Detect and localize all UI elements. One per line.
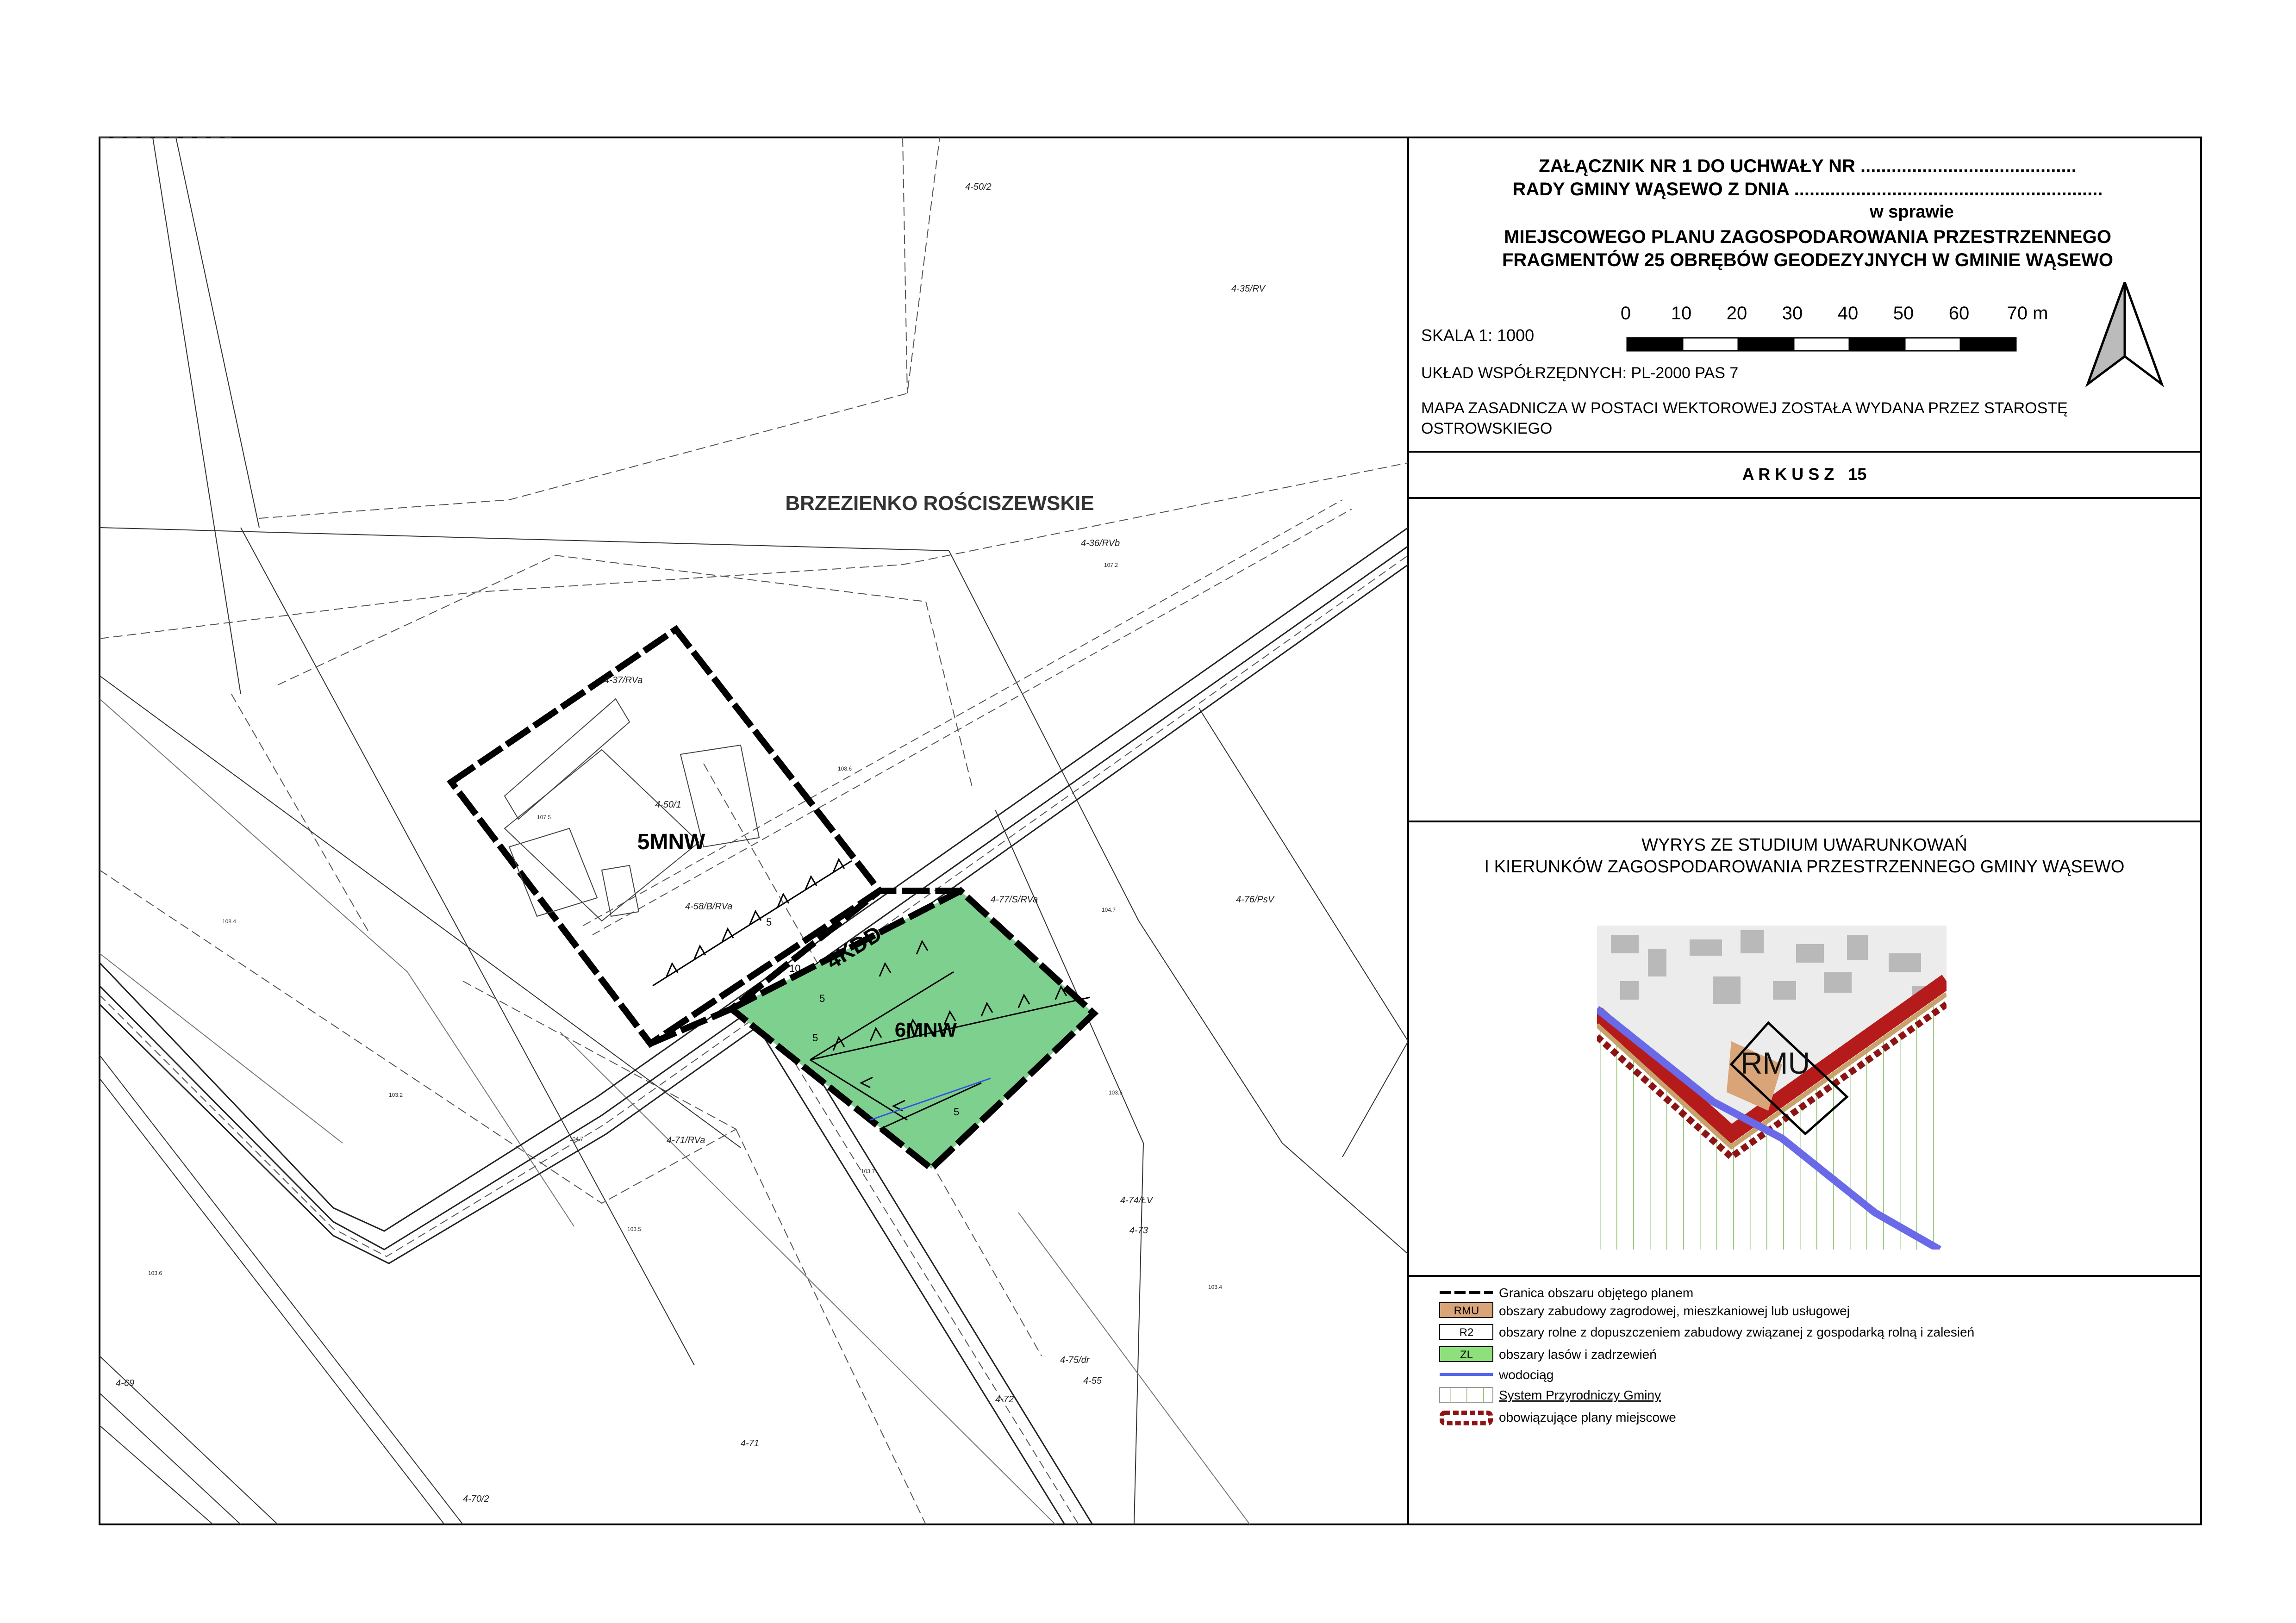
parcel-number: 4-76/PsV: [1236, 895, 1274, 905]
map-source-line-1: MAPA ZASADNICZA W POSTACI WEKTOROWEJ ZOSTAŁA WYDANA PRZEZ STAROSTĘ: [1421, 399, 2068, 417]
spot-height: 103.2: [389, 1092, 403, 1098]
legend-item-label: obszary lasów i zadrzewień: [1499, 1347, 1657, 1362]
dimension-label: 5: [954, 1106, 960, 1118]
title-line-4: MIEJSCOWEGO PLANU ZAGOSPODAROWANIA PRZESTRZENNEGO: [1504, 227, 2111, 247]
spot-height: 103.6: [1109, 1089, 1123, 1096]
spot-height: 107.5: [537, 814, 551, 821]
scale-label: SKALA 1: 1000: [1421, 326, 1535, 345]
spot-height: 103.7: [861, 1168, 875, 1175]
spot-height: 103.5: [627, 1226, 642, 1232]
parcel-number: 4-77/S/RVa: [991, 895, 1038, 905]
parcel-number: 4-71/RVa: [667, 1135, 705, 1145]
parcel-number: 4-70/2: [463, 1494, 489, 1504]
parcel-lines: [100, 137, 1408, 1524]
parcel-number: 4-69: [116, 1378, 135, 1388]
legend-swatch-nature: [1440, 1387, 1493, 1402]
legend: [1440, 1286, 1974, 1424]
legend-code: R2: [1459, 1326, 1474, 1339]
village-name: BRZEZIENKO ROŚCISZEWSKIE: [785, 492, 1094, 515]
dimension-label: 5: [819, 993, 825, 1004]
scale-tick: 70 m: [2007, 303, 2048, 323]
zone-label-4kdd: 4KDD: [822, 921, 886, 975]
dimension-label: 5: [812, 1032, 818, 1044]
spot-heights: [148, 562, 1222, 1290]
parcel-number: 4-74/ŁV: [1120, 1195, 1153, 1206]
title-line-5: FRAGMENTÓW 25 OBRĘBÓW GEODEZYJNYCH W GMINIE WĄSEWO: [1502, 250, 2114, 270]
dimension-label: 5: [766, 916, 772, 928]
title-line-3: w sprawie: [1870, 202, 1954, 222]
spot-height: 103.6: [148, 1270, 162, 1276]
spot-height: 104.7: [1102, 907, 1116, 913]
spot-height: 104.7: [569, 1136, 584, 1142]
zone-label-5mnw: 5MNW: [637, 830, 705, 854]
study-title-1: WYRYS ZE STUDIUM UWARUNKOWAŃ: [1641, 835, 1967, 855]
title-line-2: RADY GMINY WĄSEWO Z DNIA ............................................................: [1512, 179, 2103, 199]
zone-label-6mnw: 6MNW: [894, 1019, 957, 1041]
legend-boundary-label: Granica obszaru objętego planem: [1499, 1286, 1694, 1300]
parcel-number: 4-73: [1129, 1225, 1148, 1236]
legend-item-label: obszary rolne z dopuszczeniem zabudowy związanej z gospodarką rolną i zalesień: [1499, 1325, 1975, 1339]
spot-height: 108.6: [838, 765, 852, 772]
study-zone-label: RMU: [1740, 1046, 1810, 1080]
legend-code: ZL: [1460, 1349, 1473, 1361]
scale-tick: 40: [1837, 303, 1859, 323]
parcel-number: 4-75/dr: [1060, 1355, 1090, 1365]
map-area: [100, 137, 1408, 1524]
legend-item-label: obszary zabudowy zagrodowej, mieszkaniowej lub usługowej: [1499, 1304, 1850, 1318]
parcel-number: 4-55: [1083, 1376, 1102, 1386]
parcel-number: 4-37/RVa: [604, 675, 643, 685]
sheet-number: A R K U S Z 15: [1742, 465, 1867, 484]
coordinate-system: UKŁAD WSPÓŁRZĘDNYCH: PL-2000 PAS 7: [1421, 364, 1739, 382]
parcel-number: 4-36/RVb: [1081, 538, 1120, 548]
spot-height: 108.4: [222, 918, 237, 925]
title-line-1: ZAŁĄCZNIK NR 1 DO UCHWAŁY NR ..........................................: [1539, 156, 2077, 176]
scale-ticks: [1621, 303, 2048, 323]
study-extract-map: [1597, 926, 1947, 1250]
dimension-label: 10: [789, 963, 801, 974]
scale-bar: [1627, 338, 2016, 351]
parcel-number: 4-71: [741, 1438, 760, 1449]
scale-tick: 20: [1726, 303, 1747, 323]
scale-tick: 0: [1620, 303, 1631, 323]
scale-tick: 10: [1671, 303, 1692, 323]
parcel-number: 4-50/2: [965, 182, 992, 192]
dashed-parcel-lines: [100, 137, 1408, 1524]
legend-item-label: System Przyrodniczy Gminy: [1499, 1388, 1661, 1402]
parcel-number: 4-35/RV: [1231, 284, 1266, 294]
scale-tick: 30: [1782, 303, 1803, 323]
scale-tick: 60: [1948, 303, 1970, 323]
map-source-line-2: OSTROWSKIEGO: [1421, 420, 1553, 437]
parcel-number: 4-58/B/RVa: [685, 902, 733, 912]
legend-swatch-plans: [1442, 1413, 1491, 1423]
spot-height: 103.4: [1208, 1284, 1223, 1290]
spot-height: 107.2: [1104, 562, 1118, 568]
north-arrow-icon: [2088, 282, 2162, 384]
legend-item-label: wodociąg: [1499, 1368, 1554, 1382]
parcel-number: 4-50/1: [655, 800, 681, 810]
parcel-number: 4-72: [995, 1394, 1014, 1405]
buildings: [505, 699, 759, 921]
legend-code: RMU: [1454, 1305, 1479, 1317]
title-block: [1502, 156, 2113, 270]
scale-tick: 50: [1893, 303, 1914, 323]
study-title-2: I KIERUNKÓW ZAGOSPODAROWANIA PRZESTRZENNEGO GMINY WĄSEWO: [1484, 857, 2125, 877]
legend-item-label: obowiązujące plany miejscowe: [1499, 1410, 1676, 1424]
field-boundary-lines: [100, 699, 1250, 1524]
